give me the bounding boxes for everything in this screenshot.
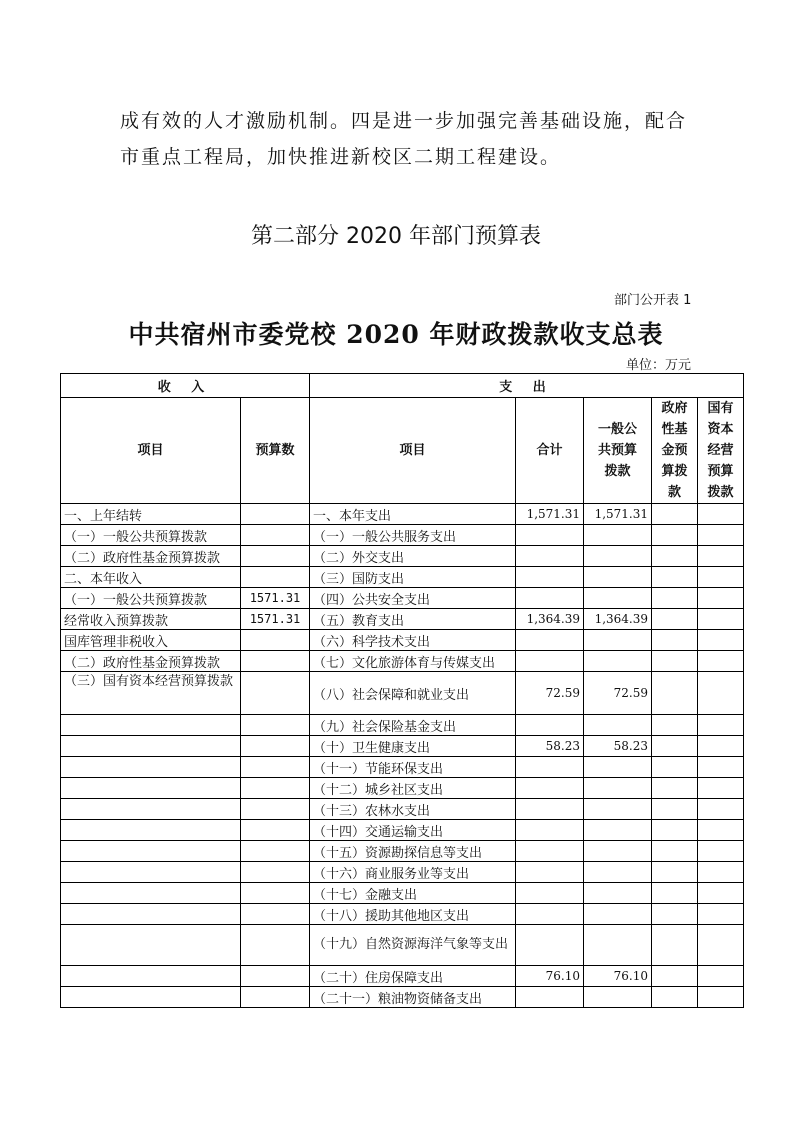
income-item	[61, 841, 241, 862]
expense-item: （十二）城乡社区支出	[310, 778, 516, 799]
expense-item: （十五）资源勘探信息等支出	[310, 841, 516, 862]
income-item	[61, 736, 241, 757]
table-row	[61, 841, 744, 862]
table-row	[61, 525, 744, 546]
table-row	[61, 987, 744, 1008]
expense-item: （五）教育支出	[310, 609, 516, 630]
expense-item: （一）一般公共服务支出	[310, 525, 516, 546]
state-capital-header: 国有资本经营预算拨款	[698, 398, 744, 504]
expense-total	[516, 757, 584, 778]
expense-item: （六）科学技术支出	[310, 630, 516, 651]
expense-general	[584, 841, 652, 862]
income-item	[61, 799, 241, 820]
expense-total: 1,364.39	[516, 609, 584, 630]
expense-fund	[652, 630, 698, 651]
income-amount	[241, 630, 310, 651]
expense-item: （十四）交通运输支出	[310, 820, 516, 841]
expense-fund	[652, 987, 698, 1008]
income-amount	[241, 841, 310, 862]
expense-state	[698, 757, 744, 778]
income-amount	[241, 525, 310, 546]
expense-general	[584, 987, 652, 1008]
income-amount: 1571.31	[241, 588, 310, 609]
expense-total	[516, 715, 584, 736]
expense-fund	[652, 546, 698, 567]
expense-header: 支 出	[310, 374, 744, 398]
income-item: （二）政府性基金预算拨款	[61, 546, 241, 567]
expense-state	[698, 672, 744, 715]
expense-item: （十七）金融支出	[310, 883, 516, 904]
expense-general	[584, 862, 652, 883]
fund-budget-header: 政府性基金预算拨款	[652, 398, 698, 504]
table-row	[61, 966, 744, 987]
header-row-1	[61, 374, 744, 398]
income-amount	[241, 715, 310, 736]
expense-total: 1,571.31	[516, 504, 584, 525]
table-row	[61, 736, 744, 757]
expense-fund	[652, 799, 698, 820]
expense-total	[516, 904, 584, 925]
expense-general	[584, 525, 652, 546]
expense-total	[516, 799, 584, 820]
expense-general	[584, 904, 652, 925]
expense-fund	[652, 904, 698, 925]
income-item: （一）一般公共预算拨款	[61, 588, 241, 609]
income-item	[61, 862, 241, 883]
expense-item: （二十一）粮油物资储备支出	[310, 987, 516, 1008]
expense-state	[698, 630, 744, 651]
expense-fund	[652, 757, 698, 778]
expense-general	[584, 799, 652, 820]
income-amount	[241, 820, 310, 841]
income-budget-header: 预算数	[241, 398, 310, 504]
expense-general	[584, 715, 652, 736]
expense-total	[516, 987, 584, 1008]
expense-fund	[652, 588, 698, 609]
expense-total: 72.59	[516, 672, 584, 715]
income-amount	[241, 799, 310, 820]
income-item: 经常收入预算拨款	[61, 609, 241, 630]
expense-item-header: 项目	[310, 398, 516, 504]
expense-total	[516, 925, 584, 966]
general-budget-header: 一般公共预算拨款	[584, 398, 652, 504]
header-row-2	[61, 398, 744, 504]
income-item	[61, 757, 241, 778]
expense-item: （八）社会保障和就业支出	[310, 672, 516, 715]
expense-state	[698, 987, 744, 1008]
expense-general	[584, 630, 652, 651]
expense-state	[698, 546, 744, 567]
expense-total	[516, 651, 584, 672]
expense-state	[698, 504, 744, 525]
expense-state	[698, 841, 744, 862]
income-amount	[241, 757, 310, 778]
expense-item: 一、本年支出	[310, 504, 516, 525]
table-row	[61, 651, 744, 672]
intro-line-1: 成有效的人才激励机制。四是进一步加强完善基础设施，配合	[120, 110, 688, 132]
income-item	[61, 778, 241, 799]
income-item: （三）国有资本经营预算拨款	[61, 672, 241, 715]
budget-table	[60, 373, 744, 1008]
income-header: 收 入	[61, 374, 310, 398]
table-title: 中共宿州市委党校 2020 年财政拨款收支总表	[128, 320, 664, 349]
table-row	[61, 925, 744, 966]
expense-total	[516, 546, 584, 567]
table-row	[61, 630, 744, 651]
expense-state	[698, 799, 744, 820]
income-amount	[241, 672, 310, 715]
expense-general	[584, 925, 652, 966]
income-item: 二、本年收入	[61, 567, 241, 588]
form-number: 部门公开表 1	[614, 293, 692, 308]
expense-fund	[652, 966, 698, 987]
income-amount	[241, 862, 310, 883]
expense-item: （二十）住房保障支出	[310, 966, 516, 987]
expense-fund	[652, 672, 698, 715]
unit-label: 单位：万元	[626, 358, 692, 373]
expense-fund	[652, 567, 698, 588]
expense-state	[698, 567, 744, 588]
expense-state	[698, 820, 744, 841]
income-item	[61, 966, 241, 987]
expense-general: 1,364.39	[584, 609, 652, 630]
table-row	[61, 904, 744, 925]
expense-total	[516, 630, 584, 651]
table-row	[61, 883, 744, 904]
expense-fund	[652, 609, 698, 630]
expense-item: （二）外交支出	[310, 546, 516, 567]
expense-total	[516, 778, 584, 799]
table-row	[61, 504, 744, 525]
expense-item: （十八）援助其他地区支出	[310, 904, 516, 925]
expense-fund	[652, 504, 698, 525]
expense-total	[516, 588, 584, 609]
expense-general	[584, 546, 652, 567]
table-row	[61, 862, 744, 883]
expense-fund	[652, 925, 698, 966]
expense-general: 58.23	[584, 736, 652, 757]
expense-general	[584, 778, 652, 799]
expense-state	[698, 609, 744, 630]
table-row	[61, 799, 744, 820]
table-row	[61, 546, 744, 567]
expense-state	[698, 651, 744, 672]
expense-item: （十三）农林水支出	[310, 799, 516, 820]
expense-total: 58.23	[516, 736, 584, 757]
expense-state	[698, 904, 744, 925]
expense-item: （十）卫生健康支出	[310, 736, 516, 757]
intro-line-2: 市重点工程局，加快推进新校区二期工程建设。	[120, 146, 562, 168]
expense-item: （三）国防支出	[310, 567, 516, 588]
income-amount	[241, 883, 310, 904]
expense-general: 1,571.31	[584, 504, 652, 525]
income-item: （二）政府性基金预算拨款	[61, 651, 241, 672]
expense-fund	[652, 736, 698, 757]
income-amount	[241, 651, 310, 672]
income-amount: 1571.31	[241, 609, 310, 630]
expense-fund	[652, 883, 698, 904]
expense-item: （十九）自然资源海洋气象等支出	[310, 925, 516, 966]
expense-total	[516, 525, 584, 546]
expense-item: （七）文化旅游体育与传媒支出	[310, 651, 516, 672]
expense-total	[516, 883, 584, 904]
expense-fund	[652, 841, 698, 862]
table-row	[61, 588, 744, 609]
expense-total	[516, 820, 584, 841]
expense-total	[516, 862, 584, 883]
expense-state	[698, 925, 744, 966]
expense-state	[698, 778, 744, 799]
expense-general	[584, 883, 652, 904]
income-amount	[241, 567, 310, 588]
income-item	[61, 904, 241, 925]
income-amount	[241, 987, 310, 1008]
expense-state	[698, 588, 744, 609]
expense-general: 72.59	[584, 672, 652, 715]
expense-total	[516, 841, 584, 862]
expense-state	[698, 966, 744, 987]
table-row	[61, 715, 744, 736]
income-item: 国库管理非税收入	[61, 630, 241, 651]
expense-state	[698, 525, 744, 546]
expense-item: （十六）商业服务业等支出	[310, 862, 516, 883]
expense-general: 76.10	[584, 966, 652, 987]
income-amount	[241, 925, 310, 966]
expense-state	[698, 862, 744, 883]
table-row	[61, 672, 744, 715]
expense-fund	[652, 715, 698, 736]
income-amount	[241, 736, 310, 757]
income-amount	[241, 904, 310, 925]
expense-total: 76.10	[516, 966, 584, 987]
income-item	[61, 925, 241, 966]
expense-fund	[652, 651, 698, 672]
expense-general	[584, 820, 652, 841]
income-item: 一、上年结转	[61, 504, 241, 525]
expense-fund	[652, 525, 698, 546]
expense-state	[698, 736, 744, 757]
income-amount	[241, 966, 310, 987]
income-item	[61, 820, 241, 841]
expense-general	[584, 757, 652, 778]
table-row	[61, 567, 744, 588]
income-item	[61, 987, 241, 1008]
table-row	[61, 757, 744, 778]
expense-fund	[652, 778, 698, 799]
expense-state	[698, 715, 744, 736]
expense-general	[584, 567, 652, 588]
expense-item: （四）公共安全支出	[310, 588, 516, 609]
income-item: （一）一般公共预算拨款	[61, 525, 241, 546]
income-item	[61, 883, 241, 904]
income-amount	[241, 778, 310, 799]
table-row	[61, 778, 744, 799]
expense-fund	[652, 862, 698, 883]
expense-item: （九）社会保险基金支出	[310, 715, 516, 736]
table-row	[61, 609, 744, 630]
expense-general	[584, 588, 652, 609]
income-item	[61, 715, 241, 736]
income-amount	[241, 504, 310, 525]
total-header: 合计	[516, 398, 584, 504]
table-row	[61, 820, 744, 841]
section-title: 第二部分 2020 年部门预算表	[251, 224, 541, 249]
expense-total	[516, 567, 584, 588]
expense-state	[698, 883, 744, 904]
income-item-header: 项目	[61, 398, 241, 504]
expense-fund	[652, 820, 698, 841]
expense-general	[584, 651, 652, 672]
expense-item: （十一）节能环保支出	[310, 757, 516, 778]
income-amount	[241, 546, 310, 567]
